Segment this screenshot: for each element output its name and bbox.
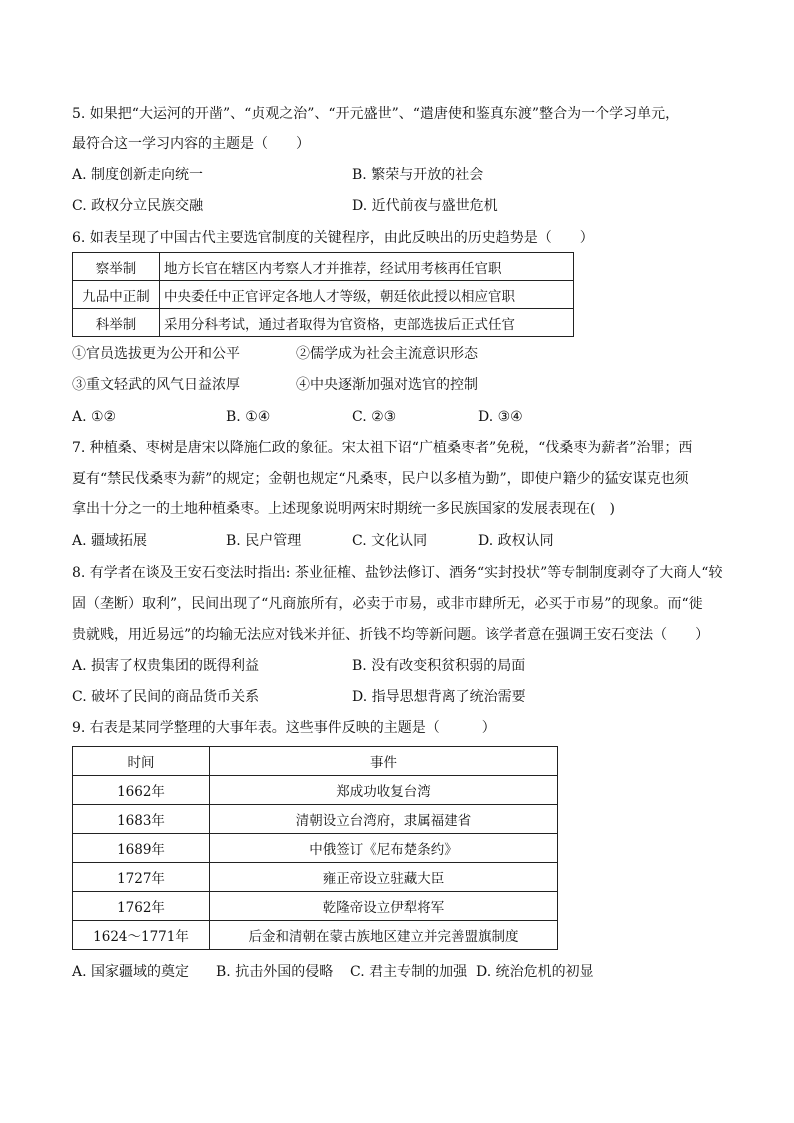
table-cell: 地方长官在辖区内考察人才并推荐，经试用考核再任官职 xyxy=(160,253,574,281)
q9-option-c: C. 君主专制的加强 xyxy=(350,964,468,980)
table-row xyxy=(73,253,574,281)
table-row xyxy=(73,892,558,921)
q5-option-a: A. 制度创新走向统一 xyxy=(72,167,204,183)
q5-option-c: C. 政权分立民族交融 xyxy=(72,198,204,214)
q6-statement-3: ③重文轻武的风气日益浓厚 xyxy=(72,377,240,393)
q6-option-c: C. ②③ xyxy=(352,409,397,425)
q8-option-d: D. 指导思想背离了统治需要 xyxy=(352,689,526,705)
q9-option-d: D. 统治危机的初显 xyxy=(476,964,594,980)
table-cell: 1662年 xyxy=(73,776,210,805)
q6-option-d: D. ③④ xyxy=(478,409,523,425)
table-cell: 1762年 xyxy=(73,892,210,921)
q5-stem-line1: 5. 如果把“大运河的开凿”、“贞观之治”、“开元盛世”、“遣唐使和鉴真东渡”整合为一个学习单元， xyxy=(72,106,680,122)
q5-stem-line2: 最符合这一学习内容的主题是（ ） xyxy=(72,136,310,152)
q6-table xyxy=(72,252,574,337)
table-row xyxy=(73,281,574,309)
q8-option-b: B. 没有改变积贫积弱的局面 xyxy=(352,658,526,674)
table-cell: 科举制 xyxy=(73,309,160,337)
q9-option-a: A. 国家疆域的奠定 xyxy=(72,964,190,980)
table-cell: 雍正帝设立驻藏大臣 xyxy=(210,863,558,892)
q7-stem-line3: 拿出十分之一的土地种植桑枣。上述现象说明两宋时期统一多民族国家的发展表现在( ) xyxy=(72,501,615,517)
table-cell: 1624～1771年 xyxy=(73,921,210,950)
table-header-row xyxy=(73,747,558,776)
table-cell: 1689年 xyxy=(73,834,210,863)
q8-option-a: A. 损害了权贵集团的既得利益 xyxy=(72,658,260,674)
q7-stem-line2: 夏有“禁民伐桑枣为薪”的规定；金朝也规定“凡桑枣，民户以多植为勤”，即使户籍少的猛安谋克也须 xyxy=(72,471,689,487)
table-cell: 采用分科考试，通过者取得为官资格，吏部选拔后正式任官 xyxy=(160,309,574,337)
q6-statement-4: ④中央逐渐加强对选官的控制 xyxy=(296,377,478,393)
table-cell: 中央委任中正官评定各地人才等级，朝廷依此授以相应官职 xyxy=(160,281,574,309)
q8-stem-line2: 固（垄断）取利”，民间出现了“凡商旅所有，必卖于市易，或非市肆所无，必买于市易”的现象。而“徙 xyxy=(72,596,703,612)
q6-stem: 6. 如表呈现了中国古代主要选官制度的关键程序，由此反映出的历史趋势是（ ） xyxy=(72,230,594,246)
table-row xyxy=(73,776,558,805)
table-row xyxy=(73,309,574,337)
table-cell: 郑成功收复台湾 xyxy=(210,776,558,805)
table-cell: 清朝设立台湾府，隶属福建省 xyxy=(210,805,558,834)
table-cell: 1683年 xyxy=(73,805,210,834)
q5-option-d: D. 近代前夜与盛世危机 xyxy=(352,198,498,214)
q9-stem: 9. 右表是某同学整理的大事年表。这些事件反映的主题是（ ） xyxy=(72,720,496,736)
q6-option-b: B. ①④ xyxy=(226,409,271,425)
q7-option-d: D. 政权认同 xyxy=(478,533,554,549)
q9-option-b: B. 抗击外国的侵略 xyxy=(216,964,334,980)
q6-statement-2: ②儒学成为社会主流意识形态 xyxy=(296,346,478,362)
table-cell: 1727年 xyxy=(73,863,210,892)
q6-statement-1: ①官员选拔更为公开和公平 xyxy=(72,346,240,362)
table-cell: 乾隆帝设立伊犁将军 xyxy=(210,892,558,921)
q9-table xyxy=(72,746,558,950)
table-header-cell: 时间 xyxy=(73,747,210,776)
q8-stem-line1: 8. 有学者在谈及王安石变法时指出: 茶业征榷、盐钞法修订、酒务“实封投状”等专制制度剥夺了大商人“较 xyxy=(72,565,723,581)
table-cell: 中俄签订《尼布楚条约》 xyxy=(210,834,558,863)
q7-option-a: A. 疆域拓展 xyxy=(72,533,148,549)
table-header-cell: 事件 xyxy=(210,747,558,776)
q7-stem-line1: 7. 种植桑、枣树是唐宋以降施仁政的象征。宋太祖下诏“广植桑枣者”免税，“伐桑枣为薪者”治罪；西 xyxy=(72,440,693,456)
table-row xyxy=(73,921,558,950)
table-cell: 九品中正制 xyxy=(73,281,160,309)
q5-option-b: B. 繁荣与开放的社会 xyxy=(352,167,484,183)
table-cell: 后金和清朝在蒙古族地区建立并完善盟旗制度 xyxy=(210,921,558,950)
q7-option-b: B. 民户管理 xyxy=(226,533,302,549)
table-row xyxy=(73,834,558,863)
q7-option-c: C. 文化认同 xyxy=(352,533,428,549)
table-row xyxy=(73,863,558,892)
table-row xyxy=(73,805,558,834)
q8-option-c: C. 破坏了民间的商品货币关系 xyxy=(72,689,260,705)
q8-stem-line3: 贵就贱，用近易远”的均输无法应对钱米并征、折钱不均等新问题。该学者意在强调王安石变法（ ） xyxy=(72,627,710,643)
q6-option-a: A. ①② xyxy=(72,409,117,425)
table-cell: 察举制 xyxy=(73,253,160,281)
